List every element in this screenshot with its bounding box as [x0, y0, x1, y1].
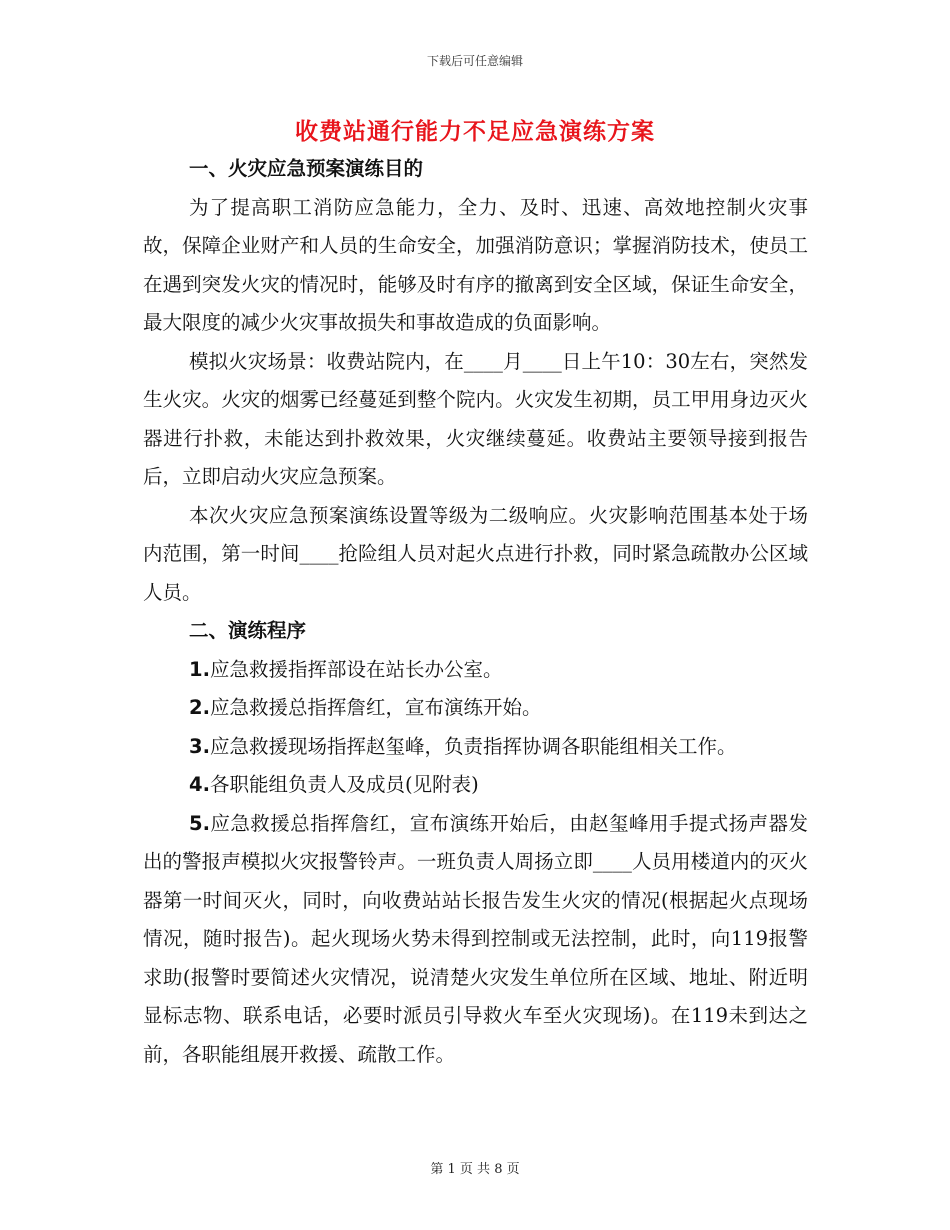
list-item-text: 各职能组负责人及成员(见附表) — [209, 773, 479, 796]
list-item — [143, 766, 808, 805]
list-item-text: 应急救援总指挥詹红，宣布演练开始后，由赵玺峰用手提式扬声器发出的警报声模拟火灾报警铃声。一班负责人周扬立即____人员用楼道内的灭火器第一时间灭火，同时，向收费站站长报告发生火灾的情况(根据起火点现场情况，随时报告)。起火现场火势未得到控制或无法控制，此时，向119报警求助(报警时要简述火灾情况，说清楚火灾发生单位所在区域、地址、附近明显标志物、联系电话，必要时派员引导救火车至火灾现场)。在119未到达之前，各职能组展开救援、疏散工作。 — [143, 811, 808, 1066]
document-body — [143, 150, 808, 1074]
document-title: 收费站通行能力不足应急演练方案 — [295, 118, 655, 145]
section-heading-2: 二、演练程序 — [189, 619, 307, 642]
list-item-number: 4. — [189, 773, 210, 796]
paragraph-response-level: 本次火灾应急预案演练设置等级为二级响应。火灾影响范围基本处于场内范围，第一时间____抢险组人员对起火点进行扑救，同时紧急疏散办公区域人员。 — [143, 503, 808, 604]
list-item-text: 应急救援总指挥詹红，宣布演练开始。 — [209, 696, 542, 719]
list-item-long — [143, 805, 808, 1075]
list-item-number: 2. — [189, 696, 210, 719]
list-item — [143, 651, 808, 690]
page-footer: 第 1 页 共 8 页 — [430, 1162, 520, 1177]
list-item-text: 应急救援指挥部设在站长办公室。 — [209, 657, 503, 681]
paragraph-purpose: 为了提高职工消防应急能力，全力、及时、迅速、高效地控制火灾事故，保障企业财产和人员的生命安全，加强消防意识；掌握消防技术，使员工在遇到突发火灾的情况时，能够及时有序的撤离到安全区域，保证生命安全，最大限度的减少火灾事故损失和事故造成的负面影响。 — [143, 195, 808, 334]
list-item-number: 1. — [189, 657, 210, 681]
paragraph-scenario: 模拟火灾场景：收费站院内，在____月____日上午10：30左右，突然发生火灾。火灾的烟雾已经蔓延到整个院内。火灾发生初期，员工甲用身边灭火器进行扑救，未能达到扑救效果，火灾继续蔓延。收费站主要领导接到报告后，立即启动火灾应急预案。 — [143, 349, 808, 488]
header-note: 下载后可任意编辑 — [426, 54, 523, 68]
list-item-number: 3. — [189, 734, 210, 758]
list-item — [143, 728, 808, 767]
section-heading-1: 一、火灾应急预案演练目的 — [189, 157, 424, 180]
list-item — [143, 689, 808, 728]
list-item-text: 应急救援现场指挥赵玺峰，负责指挥协调各职能组相关工作。 — [209, 734, 737, 758]
list-item-number: 5. — [189, 811, 210, 835]
